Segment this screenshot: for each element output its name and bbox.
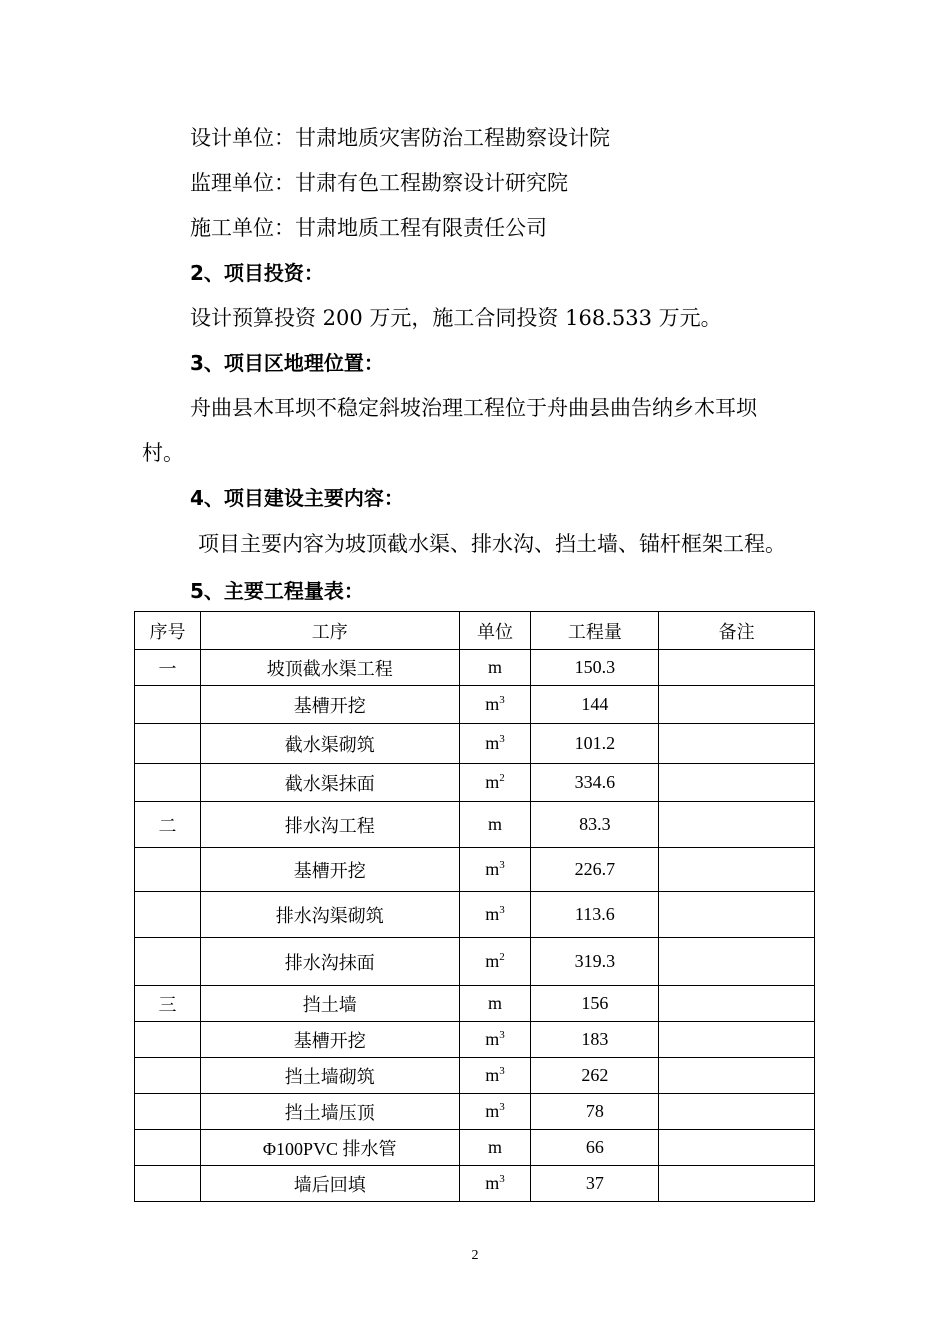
table-row — [135, 1058, 815, 1094]
cell-process: 排水沟工程 — [200, 802, 459, 848]
unit-base: m — [485, 733, 500, 753]
unit-base: m — [485, 904, 500, 924]
cell-process: 挡土墙 — [200, 986, 459, 1022]
cell-quantity: 144 — [531, 686, 659, 724]
cell-quantity: 183 — [531, 1022, 659, 1058]
cell-unit — [459, 986, 531, 1022]
page-number: 2 — [471, 1248, 479, 1263]
unit-base: m — [487, 1137, 502, 1157]
table-row — [135, 1094, 815, 1130]
design-unit-line: 设计单位：甘肃地质灾害防治工程勘察设计院 — [190, 126, 610, 150]
cell-process: 挡土墙砌筑 — [200, 1058, 459, 1094]
cell-process: 排水沟抹面 — [200, 938, 459, 986]
cell-quantity: 150.3 — [531, 650, 659, 686]
unit-base: m — [485, 859, 500, 879]
cell-quantity: 156 — [531, 986, 659, 1022]
table-row — [135, 848, 815, 892]
cell-quantity: 78 — [531, 1094, 659, 1130]
cell-quantity: 226.7 — [531, 848, 659, 892]
cell-unit — [459, 802, 531, 848]
cell-note — [659, 986, 815, 1022]
unit-exponent: 3 — [499, 1173, 505, 1185]
unit-exponent: 3 — [499, 1065, 505, 1077]
cell-no — [135, 1130, 201, 1166]
table-row — [135, 1166, 815, 1202]
cell-no — [135, 724, 201, 764]
section4-heading: 4、项目建设主要内容： — [190, 486, 404, 510]
unit-base: m — [485, 951, 500, 971]
cell-process: 基槽开挖 — [200, 848, 459, 892]
cell-unit — [459, 686, 531, 724]
cell-note — [659, 892, 815, 938]
cell-unit — [459, 848, 531, 892]
unit-base: m — [485, 694, 500, 714]
cell-unit — [459, 1022, 531, 1058]
cell-unit — [459, 650, 531, 686]
cell-process: 截水渠抹面 — [200, 764, 459, 802]
unit-base: m — [485, 1029, 500, 1049]
unit-base: m — [485, 1173, 500, 1193]
construction-unit-line: 施工单位：甘肃地质工程有限责任公司 — [190, 216, 547, 240]
cell-unit — [459, 938, 531, 986]
unit-exponent: 3 — [499, 1101, 505, 1113]
cell-no: 一 — [135, 650, 201, 686]
unit-exponent: 3 — [499, 733, 505, 745]
cell-note — [659, 1130, 815, 1166]
cell-unit — [459, 764, 531, 802]
cell-note — [659, 686, 815, 724]
cell-no — [135, 686, 201, 724]
cell-no: 三 — [135, 986, 201, 1022]
cell-no — [135, 1022, 201, 1058]
cell-process: 坡顶截水渠工程 — [200, 650, 459, 686]
unit-base: m — [485, 1065, 500, 1085]
section5-heading: 5、主要工程量表： — [190, 579, 364, 603]
cell-no — [135, 1058, 201, 1094]
cell-process: 基槽开挖 — [200, 686, 459, 724]
unit-exponent: 3 — [499, 859, 505, 871]
cell-no: 二 — [135, 802, 201, 848]
cell-no — [135, 938, 201, 986]
cell-process: 基槽开挖 — [200, 1022, 459, 1058]
unit-exponent: 3 — [499, 1029, 505, 1041]
cell-process: 截水渠砌筑 — [200, 724, 459, 764]
cell-quantity: 113.6 — [531, 892, 659, 938]
header-no: 序号 — [135, 612, 201, 650]
unit-base: m — [485, 772, 500, 792]
table-row — [135, 686, 815, 724]
cell-quantity: 37 — [531, 1166, 659, 1202]
cell-quantity: 319.3 — [531, 938, 659, 986]
unit-base: m — [485, 1101, 500, 1121]
section2-heading: 2、项目投资： — [190, 261, 324, 285]
unit-base: m — [487, 657, 502, 677]
cell-note — [659, 938, 815, 986]
cell-note — [659, 650, 815, 686]
table-row — [135, 1022, 815, 1058]
cell-note — [659, 1166, 815, 1202]
header-note: 备注 — [659, 612, 815, 650]
table-row — [135, 892, 815, 938]
section4-text: 项目主要内容为坡顶截水渠、排水沟、挡土墙、锚杆框架工程。 — [198, 532, 786, 556]
table-row — [135, 1130, 815, 1166]
unit-exponent: 3 — [499, 904, 505, 916]
header-unit: 单位 — [459, 612, 531, 650]
cell-no — [135, 848, 201, 892]
cell-no — [135, 1166, 201, 1202]
table-row — [135, 938, 815, 986]
cell-note — [659, 764, 815, 802]
table-row — [135, 802, 815, 848]
table-row — [135, 650, 815, 686]
cell-no — [135, 1094, 201, 1130]
table-header-row — [135, 612, 815, 650]
header-process: 工序 — [200, 612, 459, 650]
section3-text-line2: 村。 — [142, 441, 184, 465]
table-row — [135, 764, 815, 802]
unit-base: m — [487, 993, 502, 1013]
cell-process: 墙后回填 — [200, 1166, 459, 1202]
cell-quantity: 83.3 — [531, 802, 659, 848]
cell-process: Φ100PVC 排水管 — [200, 1130, 459, 1166]
section3-text-line1: 舟曲县木耳坝不稳定斜坡治理工程位于舟曲县曲告纳乡木耳坝 — [190, 396, 757, 420]
supervision-unit-line: 监理单位：甘肃有色工程勘察设计研究院 — [190, 171, 568, 195]
cell-unit — [459, 724, 531, 764]
unit-exponent: 2 — [499, 951, 505, 963]
cell-process: 挡土墙压顶 — [200, 1094, 459, 1130]
header-quantity: 工程量 — [531, 612, 659, 650]
cell-note — [659, 1094, 815, 1130]
cell-no — [135, 764, 201, 802]
unit-exponent: 2 — [499, 772, 505, 784]
cell-quantity: 101.2 — [531, 724, 659, 764]
cell-no — [135, 892, 201, 938]
cell-quantity: 66 — [531, 1130, 659, 1166]
cell-quantity: 334.6 — [531, 764, 659, 802]
cell-quantity: 262 — [531, 1058, 659, 1094]
cell-note — [659, 1022, 815, 1058]
table-row — [135, 724, 815, 764]
cell-note — [659, 1058, 815, 1094]
unit-exponent: 3 — [499, 694, 505, 706]
cell-unit — [459, 1058, 531, 1094]
cell-unit — [459, 892, 531, 938]
cell-note — [659, 724, 815, 764]
cell-note — [659, 802, 815, 848]
table-row — [135, 986, 815, 1022]
section3-heading: 3、项目区地理位置： — [190, 351, 384, 375]
cell-unit — [459, 1166, 531, 1202]
section2-text: 设计预算投资 200 万元，施工合同投资 168.533 万元。 — [190, 306, 722, 330]
cell-note — [659, 848, 815, 892]
cell-unit — [459, 1130, 531, 1166]
cell-process: 排水沟渠砌筑 — [200, 892, 459, 938]
cell-unit — [459, 1094, 531, 1130]
quantity-table — [134, 611, 815, 1202]
unit-base: m — [487, 814, 502, 834]
